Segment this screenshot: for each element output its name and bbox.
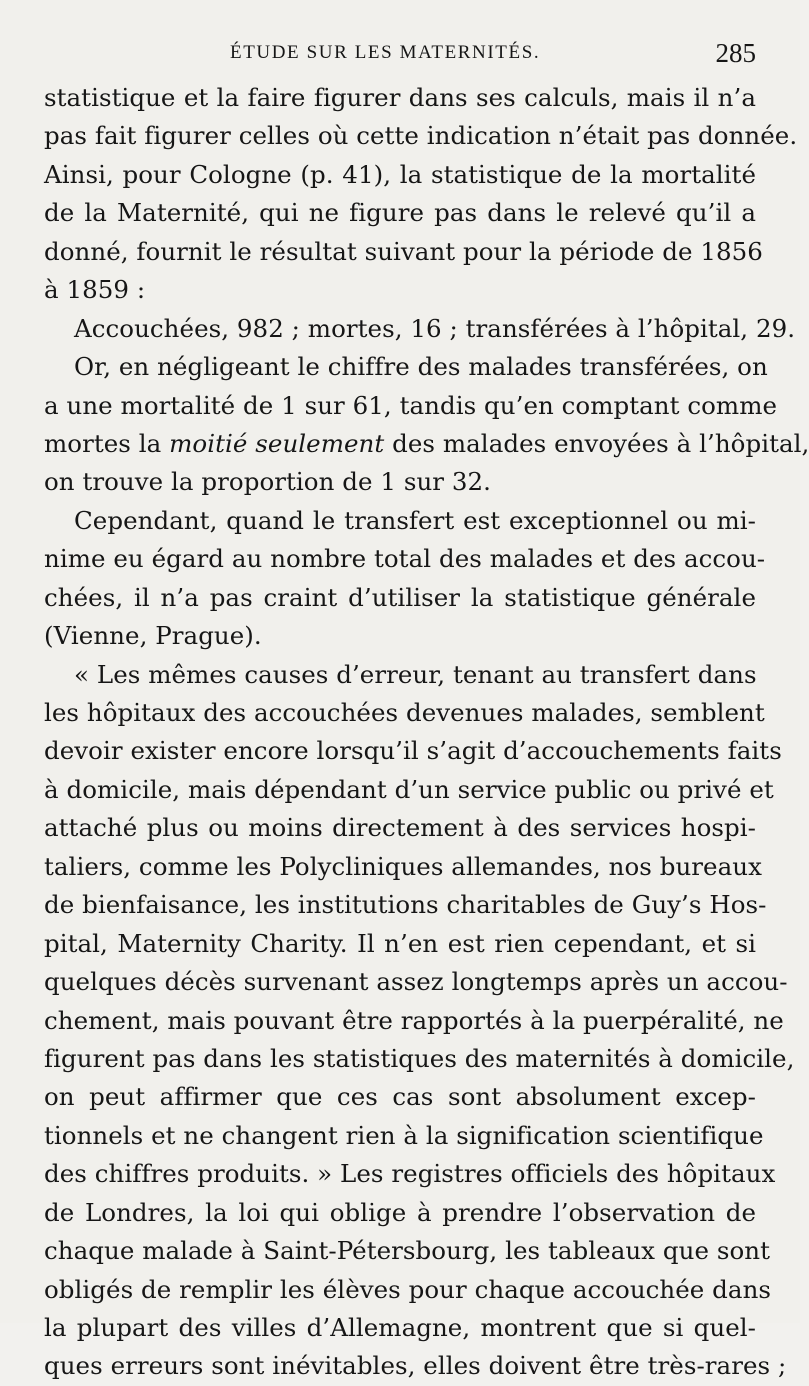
text-line-10-start: mortes la — [44, 428, 162, 458]
text-line-18: devoir exister encore lorsqu’il s’agit d’accouchements faits — [44, 736, 782, 766]
text-line-27: on peut affirmer que ces cas sont absolument excep- — [44, 1082, 756, 1112]
text-line-26: figurent pas dans les statistiques des maternités à domicile, — [44, 1043, 795, 1073]
text-line-34: ques erreurs sont inévitables, elles doivent être très-rares ; — [44, 1351, 787, 1381]
text-line-3: Ainsi, pour Cologne (p. 41), la statistique de la mortalité — [44, 159, 756, 189]
running-title: ÉTUDE SUR LES MATERNITÉS. — [230, 42, 541, 63]
text-line-32: obligés de remplir les élèves pour chaque accouchée dans — [44, 1274, 772, 1304]
text-line-17: les hôpitaux des accouchées devenues malades, semblent — [44, 698, 765, 727]
text-line-11: on trouve la proportion de 1 sur 32. — [44, 467, 492, 497]
page-header — [44, 40, 756, 70]
text-line-4: de la Maternité, qui ne figure pas dans le relevé qu’il a — [44, 198, 756, 228]
text-line-9: a une mortalité de 1 sur 61, tandis qu’en comptant comme — [44, 390, 778, 420]
text-line-10 — [44, 425, 809, 463]
text-line-1: statistique et la faire figurer dans ses calculs, mais il n’a — [44, 83, 756, 112]
text-line-8: Or, en négligeant le chiffre des malades transférées, on — [74, 352, 768, 382]
emphasis-text: moitié seulement — [169, 428, 385, 458]
text-line-16: « Les mêmes causes d’erreur, tenant au transfert dans — [74, 659, 757, 689]
text-line-23: pital, Maternity Charity. Il n’en est rien cependant, et si — [44, 928, 756, 958]
text-line-28: tionnels et ne changent rien à la signification scientifique — [44, 1120, 764, 1150]
text-line-29: des chiffres produits. » Les registres officiels des hôpitaux — [44, 1159, 776, 1189]
page-body — [44, 79, 809, 1386]
text-line-2: pas fait figurer celles où cette indication n’était pas donnée. — [44, 121, 798, 151]
text-line-20: attaché plus ou moins directement à des services hospi- — [44, 813, 756, 843]
text-line-6: à 1859 : — [44, 275, 146, 305]
text-line-5: donné, fournit le résultat suivant pour la période de 1856 — [44, 236, 763, 266]
text-line-22: de bienfaisance, les institutions charitables de Guy’s Hos- — [44, 890, 767, 920]
text-line-19: à domicile, mais dépendant d’un service public ou privé et — [44, 774, 774, 804]
text-line-14: chées, il n’a pas craint d’utiliser la statistique générale — [44, 582, 756, 612]
text-line-30: de Londres, la loi qui oblige à prendre l’observation de — [44, 1197, 756, 1227]
text-line-15: (Vienne, Prague). — [44, 621, 262, 651]
text-line-10-end: des malades envoyées à l’hôpital, — [392, 428, 809, 458]
text-line-7: Accouchées, 982 ; mortes, 16 ; transférées à l’hôpital, 29. — [74, 313, 796, 343]
text-line-25: chement, mais pouvant être rapportés à la puerpéralité, ne — [44, 1005, 784, 1035]
text-line-12: Cependant, quand le transfert est exceptionnel ou mi- — [74, 505, 756, 535]
text-line-13: nime eu égard au nombre total des malades et des accou- — [44, 544, 766, 574]
text-line-21: taliers, comme les Polycliniques allemandes, nos bureaux — [44, 851, 762, 881]
page-number: 285 — [715, 38, 756, 68]
text-line-24: quelques décès survenant assez longtemps après un accou- — [44, 967, 788, 997]
text-line-33: la plupart des villes d’Allemagne, montrent que si quel- — [44, 1313, 756, 1342]
text-line-31: chaque malade à Saint-Pétersbourg, les tableaux que sont — [44, 1236, 770, 1266]
